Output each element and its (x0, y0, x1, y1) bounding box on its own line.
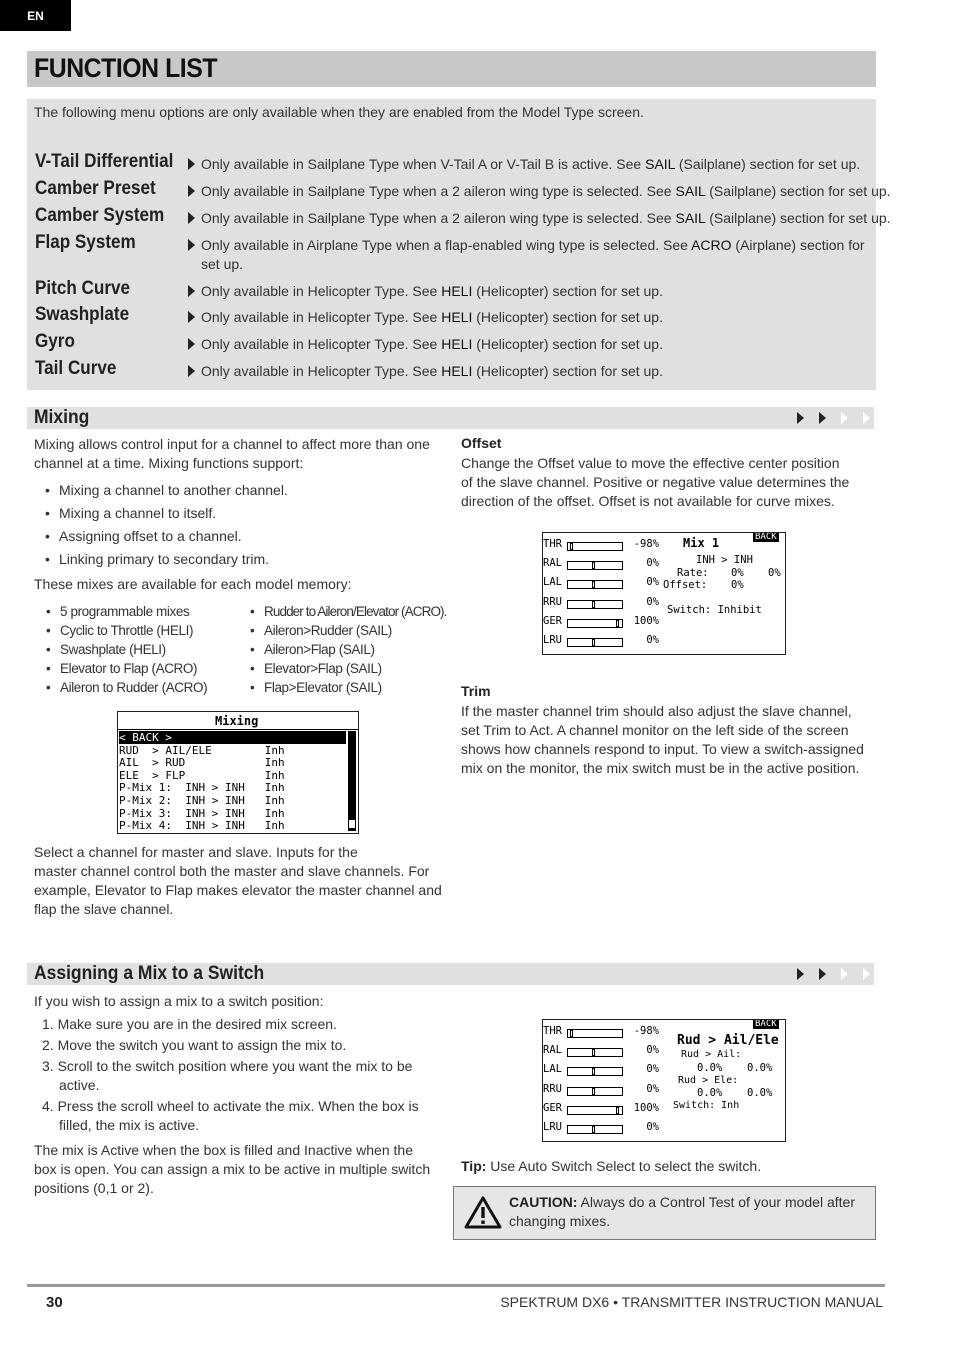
lcd-back-row[interactable]: < BACK > (119, 731, 346, 744)
progress-arrow-icon (841, 968, 848, 980)
select-channel-text: Select a channel for master and slave. Inputs for the master channel control both the master and slave channels. For example, Elevator to Flap makes elevator the master channel and flap the slave channel. (34, 844, 442, 917)
function-list-intro: The following menu options are only available when they are enabled from the Model Type screen. (34, 104, 644, 120)
footer-rule (27, 1284, 885, 1287)
progress-arrow-icon (819, 968, 826, 980)
offset-text: Change the Offset value to move the effective center position of the slave channel. Positive or negative value determines the direction of the offset. Offset is not available for curve mixes. (461, 455, 850, 509)
support-item: • Mixing a channel to another channel. (59, 481, 288, 500)
mix-item: • Elevator to Flap (ACRO) (60, 661, 197, 676)
bullet-arrow-icon (188, 158, 195, 170)
bullet-arrow-icon (188, 338, 195, 350)
channel-bar (567, 1067, 623, 1076)
channel-bar-marker (592, 1126, 595, 1133)
channel-value: 0% (646, 1044, 659, 1057)
channel-label: THR (543, 538, 562, 550)
channel-bar (567, 1125, 623, 1134)
channel-label: RAL (543, 557, 562, 570)
progress-arrow-icon (841, 412, 848, 424)
back-button[interactable]: BACK (755, 1019, 777, 1029)
function-row (35, 331, 865, 357)
channel-label: LAL (543, 1063, 562, 1076)
progress-arrow-icon (797, 968, 804, 980)
trim-text: If the master channel trim should also adjust the slave channel, set Trim to Act. A channel monitor on the left side of the screen shows how channels respond to input. To view a switch-assigned mix on the monitor, the mix switch must be in the active position. (461, 703, 864, 776)
lcd-mix-row[interactable]: P-Mix 3: INH > INH Inh (119, 806, 285, 820)
function-description: Only available in Helicopter Type. See HELI (Helicopter) section for set up. (201, 309, 663, 325)
channel-value: 0% (646, 576, 659, 589)
page-title: FUNCTION LIST (34, 53, 218, 83)
trim-heading: Trim (461, 683, 491, 699)
lcd-mix-row[interactable]: RUD > AIL/ELE Inh (119, 743, 285, 757)
channel-bar (567, 638, 623, 647)
channel-bar (567, 1048, 623, 1057)
lcd-title: Mix 1 (683, 536, 720, 550)
channel-value: 100% (633, 1101, 659, 1114)
mix-item: • Aileron to Rudder (ACRO) (60, 680, 207, 695)
channel-value: -98% (633, 538, 659, 550)
channel-bar (567, 542, 623, 551)
mix-item: • Aileron>Flap (SAIL) (264, 642, 375, 657)
channel-label: GER (543, 614, 562, 627)
channel-label: GER (543, 1101, 562, 1114)
page-title-bar (27, 51, 876, 87)
channel-value: 0% (646, 1063, 659, 1076)
mixes-available-text: These mixes are available for each model memory: (34, 576, 352, 592)
channel-bar (567, 561, 623, 570)
channel-bar-marker (592, 562, 595, 569)
function-row (35, 178, 891, 204)
channel-bar-marker (570, 543, 573, 550)
channel-bar (567, 1087, 623, 1096)
support-item: • Mixing a channel to itself. (59, 504, 216, 523)
mix1-lcd-screen: THR -98% RAL 0% LAL 0% RRU 0% GER 100% LRU 0% Mix 1 BACK INH > INH Rate: 0% 0% Offset: 0% Switch: Inhibit (542, 532, 786, 655)
manual-title: SPEKTRUM DX6 • TRANSMITTER INSTRUCTION MANUAL (500, 1294, 883, 1310)
channel-bar (567, 1029, 623, 1038)
lcd-title: Mixing (215, 714, 259, 728)
function-name: Camber Preset (35, 178, 156, 199)
function-description: Only available in Helicopter Type. See HELI (Helicopter) section for set up. (201, 283, 663, 299)
function-description: Only available in Sailplane Type when a 2 aileron wing type is selected. See SAIL (Sailplane) section for set up. (201, 183, 891, 199)
progress-arrow-icon (863, 412, 870, 424)
bullet-arrow-icon (188, 311, 195, 323)
function-name: Camber System (35, 205, 165, 226)
progress-arrow-icon (797, 412, 804, 424)
mixing-heading: Mixing (34, 407, 90, 428)
function-description: Only available in Airplane Type when a flap-enabled wing type is selected. See ACRO (Airplane) section for set up. (201, 237, 865, 272)
mix-item: • Elevator>Flap (SAIL) (264, 661, 382, 676)
function-name: Pitch Curve (35, 278, 131, 299)
support-item: • Assigning offset to a channel. (59, 527, 242, 546)
channel-bar (567, 619, 623, 628)
channel-bar-marker (592, 581, 595, 588)
channel-label: RRU (543, 595, 562, 608)
channel-label: RRU (543, 1082, 562, 1095)
function-description: Only available in Helicopter Type. See HELI (Helicopter) section for set up. (201, 363, 663, 379)
progress-arrow-icon (863, 968, 870, 980)
lcd-mix-row[interactable]: P-Mix 1: INH > INH Inh (119, 781, 285, 795)
bullet-arrow-icon (188, 185, 195, 197)
channel-bar (567, 580, 623, 589)
mixing-intro: Mixing allows control input for a channel to affect more than one channel at a time. Mixing functions support: (34, 436, 430, 471)
lcd-title: Rud > Ail/Ele (677, 1033, 779, 1048)
scrollbar (348, 731, 356, 831)
function-row (35, 232, 865, 272)
assign-heading: Assigning a Mix to a Switch (34, 963, 265, 984)
channel-bar-marker (592, 1068, 595, 1075)
channel-bar-marker (616, 620, 619, 627)
step-1: 1. Make sure you are in the desired mix screen. (42, 1016, 337, 1032)
lcd-mix-row[interactable]: P-Mix 4: INH > INH Inh (119, 819, 285, 833)
assign-section-bar (27, 963, 874, 985)
function-name: Flap System (35, 232, 136, 253)
channel-bar (567, 600, 623, 609)
channel-bar-marker (592, 601, 595, 608)
mix-item: • Aileron>Rudder (SAIL) (264, 623, 392, 638)
channel-label: LAL (543, 576, 562, 589)
offset-heading: Offset (461, 435, 502, 451)
function-description: Only available in Sailplane Type when a 2 aileron wing type is selected. See SAIL (Sailplane) section for set up. (201, 210, 891, 226)
rud-ail-ele-lcd-screen: THR -98% RAL 0% LAL 0% RRU 0% GER 100% LRU 0% BACK Rud > Ail/Ele Rud > Ail: 0.0% 0.0% Rud > Ele: 0.0% 0.0% Switch: Inh (542, 1019, 786, 1142)
channel-value: 0% (646, 634, 659, 646)
support-item: • Linking primary to secondary trim. (59, 550, 269, 569)
channel-value: 0% (646, 595, 659, 608)
channel-label: LRU (543, 634, 562, 646)
tip-text: Tip: Use Auto Switch Select to select the switch. (461, 1158, 762, 1174)
mixing-lcd-screen (117, 711, 359, 834)
channel-value: 0% (646, 1121, 659, 1133)
bullet-arrow-icon (188, 365, 195, 377)
channel-label: THR (543, 1025, 562, 1037)
lcd-mix-row[interactable]: ELE > FLP Inh (119, 768, 285, 782)
bullet-arrow-icon (188, 239, 195, 251)
assign-paragraph: The mix is Active when the box is filled and Inactive when the box is open. You can assign a mix to be active in multiple switch positions (0,1 or 2). (34, 1142, 431, 1196)
function-name: Tail Curve (35, 358, 117, 379)
channel-label: RAL (543, 1044, 562, 1057)
function-row (35, 151, 865, 177)
mix-item: • Cyclic to Throttle (HELI) (60, 623, 193, 638)
lcd-mix-row[interactable]: P-Mix 2: INH > INH Inh (119, 794, 285, 807)
channel-value: 0% (646, 557, 659, 570)
caution-box (453, 1186, 876, 1240)
step-4: 4. Press the scroll wheel to activate the mix. When the box is filled, the mix is active. (42, 1098, 419, 1133)
function-description: Only available in Sailplane Type when V-Tail A or V-Tail B is active. See SAIL (Sailplane) section for set up. (201, 156, 861, 172)
channel-bar-marker (592, 1088, 595, 1095)
function-row (35, 304, 865, 330)
channel-bar-marker (592, 639, 595, 646)
channel-bar-marker (616, 1107, 619, 1114)
back-button[interactable]: BACK (755, 532, 777, 542)
mix-item: • 5 programmable mixes (60, 604, 189, 619)
function-description: Only available in Helicopter Type. See HELI (Helicopter) section for set up. (201, 336, 663, 352)
channel-value: -98% (633, 1025, 659, 1037)
mixing-section-bar (27, 407, 874, 429)
step-2: 2. Move the switch you want to assign the mix to. (42, 1037, 347, 1053)
progress-arrow-icon (819, 412, 826, 424)
channel-bar (567, 1106, 623, 1115)
channel-label: LRU (543, 1121, 562, 1133)
mix-item: • Flap>Elevator (SAIL) (264, 680, 382, 695)
function-row (35, 278, 865, 304)
function-row (35, 358, 865, 384)
channel-bar-marker (592, 1049, 595, 1056)
bullet-arrow-icon (188, 285, 195, 297)
warning-icon (464, 1196, 502, 1229)
function-row (35, 205, 891, 231)
channel-value: 100% (633, 614, 659, 627)
function-name: Swashplate (35, 304, 130, 325)
function-name: V-Tail Differential (35, 151, 174, 172)
step-3: 3. Scroll to the switch position where you want the mix to be active. (42, 1058, 413, 1093)
caution-text: CAUTION: Always do a Control Test of your model after changing mixes. (509, 1194, 855, 1229)
channel-value: 0% (646, 1082, 659, 1095)
lcd-mix-row[interactable]: AIL > RUD Inh (119, 756, 285, 770)
language-tab: EN (0, 0, 71, 31)
mix-item: • Swashplate (HELI) (60, 642, 166, 657)
channel-bar-marker (570, 1030, 573, 1037)
function-name: Gyro (35, 331, 75, 352)
assign-intro: If you wish to assign a mix to a switch position: (34, 993, 324, 1009)
mix-item: • Rudder to Aileron/Elevator (ACRO). (264, 604, 447, 619)
page-number: 30 (46, 1294, 63, 1311)
bullet-arrow-icon (188, 212, 195, 224)
